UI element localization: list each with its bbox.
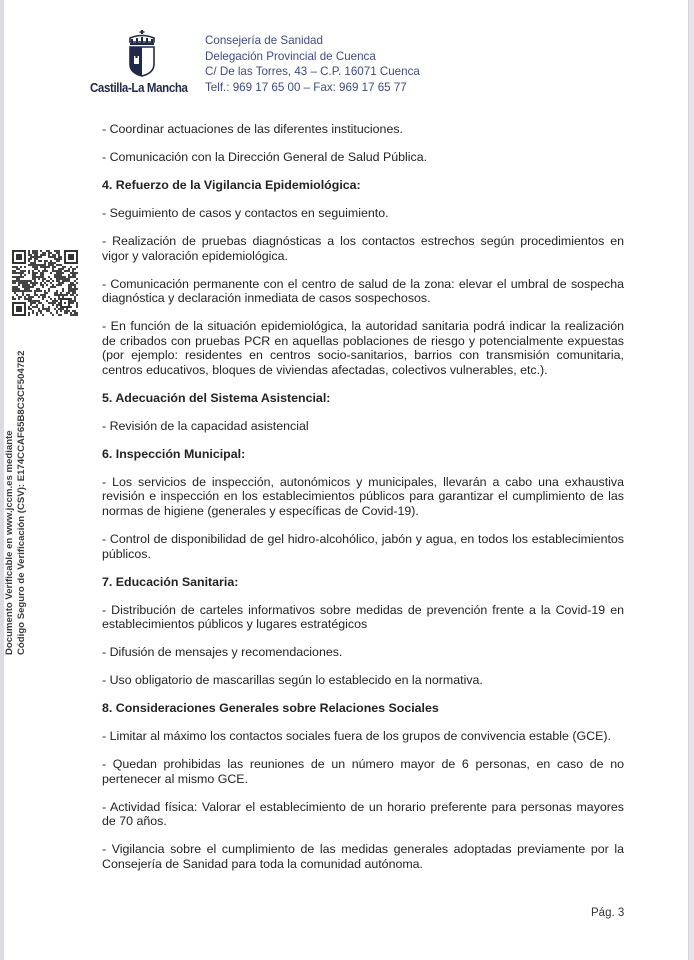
paragraph: - Revisión de la capacidad asistencial — [102, 418, 309, 433]
paragraph: - Actividad física: Valorar el establecimiento de un horario preferente para personas mayores de 70 años. — [102, 799, 624, 829]
paragraph: - Uso obligatorio de mascarillas según lo establecido en la normativa. — [102, 673, 483, 688]
paragraph: - Distribución de carteles informativos sobre medidas de prevención frente a la Covid-19 en establecimientos públicos y lugares estratégicos — [102, 602, 624, 632]
paragraph: - Quedan prohibidas las reuniones de un número mayor de 6 personas, en caso de no pertenecer al mismo GCE. — [102, 757, 624, 786]
section-heading: 6. Inspección Municipal: — [102, 446, 246, 461]
paragraph: - Seguimiento de casos y contactos en seguimiento. — [102, 205, 389, 220]
paragraph: - Los servicios de inspección, autonómicos y municipales, llevarán a cabo una exhaustiva revisión e inspección en los establecimientos públicos para garantizar el cumplimiento de las normas de higiene (generales y específicas de Covid-19). — [102, 474, 624, 518]
header-phone-fax: Telf.: 969 17 65 00 – Fax: 969 17 65 77 — [205, 80, 407, 94]
paragraph: - Difusión de mensajes y recomendaciones. — [102, 645, 343, 660]
section-heading: 7. Educación Sanitaria: — [102, 574, 239, 589]
paragraph: - Comunicación permanente con el centro de salud de la zona: elevar el umbral de sospecha diagnóstica y declaración inmediata de casos sospechosos. — [102, 276, 624, 306]
header-department: Consejería de Sanidad — [205, 34, 323, 47]
section-heading: 5. Adecuación del Sistema Asistencial: — [102, 390, 331, 405]
header-delegation: Delegación Provincial de Cuenca — [205, 49, 376, 63]
verification-line-2: Código Seguro de Verificación (CSV): E174CCAF65B8C3CF5047B2 — [15, 350, 27, 655]
header-address: C/ De las Torres, 43 – C.P. 16071 Cuenca — [205, 65, 420, 79]
page-right-edge — [688, 0, 694, 960]
section-heading: 4. Refuerzo de la Vigilancia Epidemiológica: — [102, 177, 361, 192]
document-body — [102, 122, 624, 885]
page-number: Pág. 3 — [591, 907, 625, 919]
paragraph: - En función de la situación epidemiológica, la autoridad sanitaria podrá indicar la realización de cribados con pruebas PCR en aquellas poblaciones de riesgo y potencialmente expuestas (por ejemplo: residentes en centros socio-sanitarios, barrios con transmisión comunitaria, centros educativos, bloques de viviendas afectadas, colectivos vulnerables, etc.). — [102, 319, 624, 377]
paragraph: - Limitar al máximo los contactos sociales fuera de los grupos de convivencia estable (GCE). — [102, 729, 611, 744]
logo-text: Castilla-La Mancha — [90, 81, 188, 95]
paragraph: - Realización de pruebas diagnósticas a los contactos estrechos según procedimientos en vigor y valoración epidemiológica. — [102, 233, 624, 263]
verification-line-1: Documento Verificable en www.jccm.es mediante — [4, 430, 15, 655]
qr-code-icon — [12, 250, 78, 316]
paragraph: - Comunicación con la Dirección General de Salud Pública. — [102, 149, 428, 164]
castilla-la-mancha-logo — [88, 30, 200, 100]
paragraph: - Control de disponibilidad de gel hidro-alcohólico, jabón y agua, en todos los establecimientos públicos. — [102, 531, 624, 561]
header-contact-info — [205, 33, 420, 95]
paragraph: - Vigilancia sobre el cumplimiento de las medidas generales adoptadas previamente por la Consejería de Sanidad para toda la comunidad autónoma. — [102, 842, 624, 871]
verification-text — [4, 351, 27, 655]
section-heading: 8. Consideraciones Generales sobre Relaciones Sociales — [102, 701, 439, 716]
paragraph: - Coordinar actuaciones de las diferentes instituciones. — [102, 122, 403, 136]
coat-of-arms-icon — [122, 30, 162, 78]
